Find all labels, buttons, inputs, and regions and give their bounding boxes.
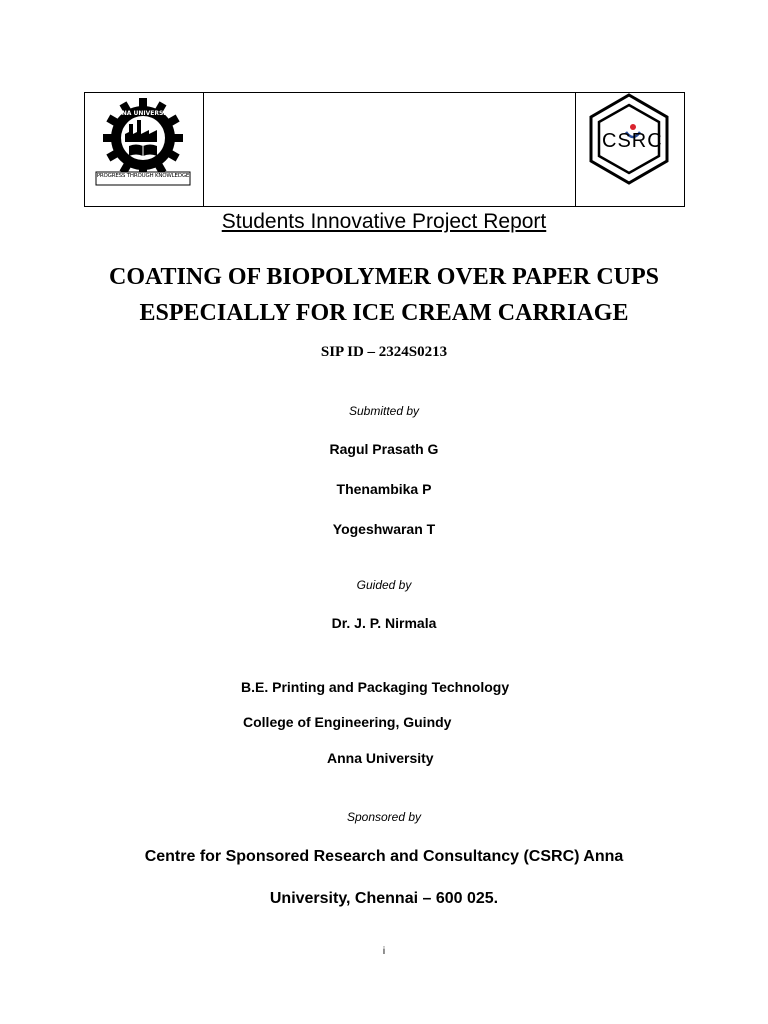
department: B.E. Printing and Packaging Technology [241, 679, 510, 695]
main-title [0, 259, 768, 331]
guided-by-label: Guided by [356, 578, 412, 592]
page-number: i [382, 946, 386, 957]
table-border-right [684, 93, 685, 206]
sponsor-line-1: Centre for Sponsored Research and Consultancy (CSRC) Anna [144, 848, 624, 865]
main-title-line-1: COATING OF BIOPOLYMER OVER PAPER CUPS [108, 264, 660, 290]
student-name-2: Thenambika P [336, 481, 432, 497]
university: Anna University [327, 750, 434, 766]
sponsor-line-2: University, Chennai – 600 025. [269, 890, 499, 907]
sponsored-by-label: Sponsored by [346, 810, 422, 824]
report-title: Students Innovative Project Report [221, 210, 547, 233]
table-divider-left [203, 93, 204, 206]
logo-text: ANNA UNIVERSITY [112, 110, 174, 117]
student-name-3: Yogeshwaran T [332, 521, 436, 537]
anna-university-logo [92, 96, 194, 188]
student-name-1: Ragul Prasath G [329, 441, 439, 457]
table-border-left [84, 93, 85, 206]
logo-motto: PROGRESS THROUGH KNOWLEDGE [96, 173, 190, 179]
college: College of Engineering, Guindy [243, 714, 452, 730]
guide-name: Dr. J. P. Nirmala [331, 615, 437, 631]
main-title-line-2: ESPECIALLY FOR ICE CREAM CARRIAGE [139, 300, 629, 326]
csrc-logo [582, 92, 676, 186]
sip-id: SIP ID – 2324S0213 [320, 344, 448, 360]
table-divider-right [575, 93, 576, 206]
submitted-by-label: Submitted by [348, 404, 420, 418]
csrc-logo-text: CSRC [602, 130, 663, 152]
